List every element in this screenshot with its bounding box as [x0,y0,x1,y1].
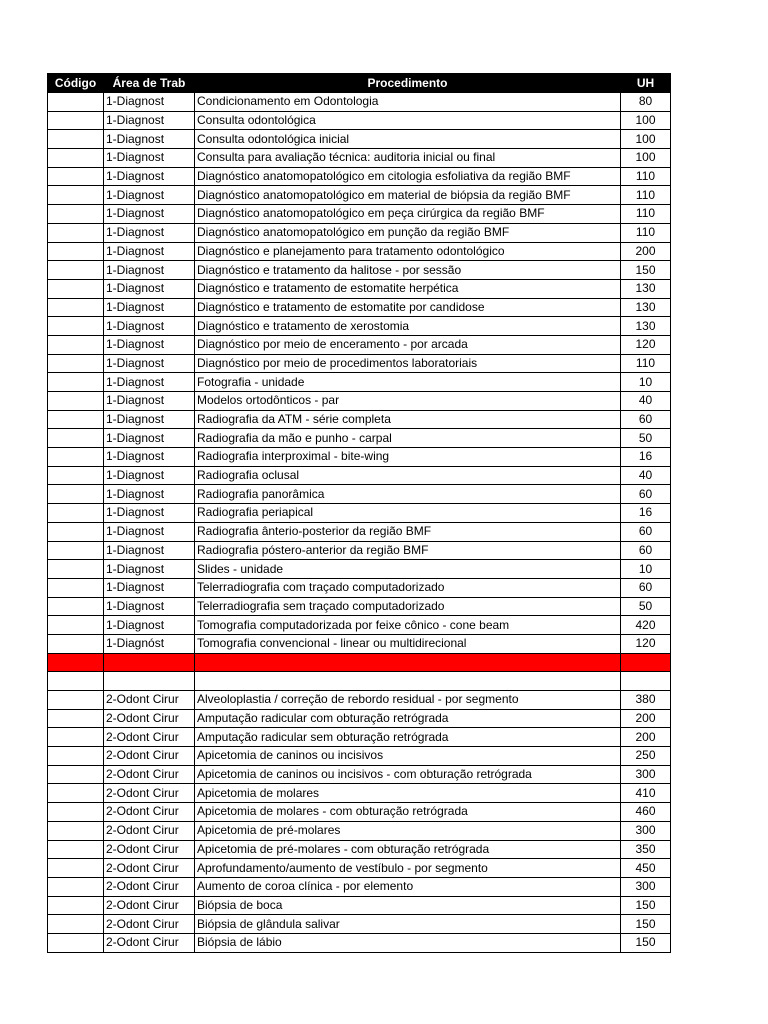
cell-area: 1-Diagnóst [104,634,195,653]
cell-codigo [48,93,104,112]
cell-area: 1-Diagnost [104,410,195,429]
cell-uh: 300 [621,821,671,840]
table-row [48,933,671,952]
table-row [48,896,671,915]
cell-procedimento: Diagnóstico anatomopatológico em punção da região BMF [195,223,621,242]
cell-area: 2-Odont Cirur [104,933,195,952]
cell-procedimento [195,653,621,672]
cell-uh: 110 [621,167,671,186]
cell-uh: 150 [621,896,671,915]
cell-codigo [48,765,104,784]
cell-codigo [48,130,104,149]
cell-procedimento: Radiografia periapical [195,504,621,523]
cell-procedimento: Diagnóstico por meio de enceramento - por arcada [195,335,621,354]
cell-area: 1-Diagnost [104,560,195,579]
cell-area: 1-Diagnost [104,223,195,242]
cell-area: 1-Diagnost [104,392,195,411]
cell-area: 1-Diagnost [104,522,195,541]
cell-uh: 150 [621,933,671,952]
table-row [48,130,671,149]
cell-area: 1-Diagnost [104,541,195,560]
cell-procedimento: Telerradiografia sem traçado computadorizado [195,597,621,616]
cell-area: 1-Diagnost [104,354,195,373]
table-row [48,167,671,186]
table-row [48,410,671,429]
cell-area: 1-Diagnost [104,279,195,298]
cell-area: 1-Diagnost [104,205,195,224]
table-row [48,111,671,130]
cell-codigo [48,821,104,840]
cell-procedimento: Biópsia de boca [195,896,621,915]
cell-codigo [48,840,104,859]
cell-area: 1-Diagnost [104,186,195,205]
cell-uh: 60 [621,410,671,429]
cell-procedimento: Condicionamento em Odontologia [195,93,621,112]
cell-codigo [48,485,104,504]
table-row [48,709,671,728]
table-row [48,578,671,597]
cell-codigo [48,877,104,896]
table-row [48,466,671,485]
cell-area: 1-Diagnost [104,578,195,597]
cell-codigo [48,335,104,354]
cell-procedimento: Biópsia de glândula salivar [195,915,621,934]
table-row [48,840,671,859]
cell-procedimento: Radiografia panorâmica [195,485,621,504]
cell-codigo [48,747,104,766]
table-row [48,317,671,336]
cell-area: 1-Diagnost [104,504,195,523]
cell-codigo [48,392,104,411]
cell-area: 2-Odont Cirur [104,691,195,710]
cell-area: 1-Diagnost [104,167,195,186]
cell-codigo [48,691,104,710]
cell-procedimento: Diagnóstico anatomopatológico em material de biópsia da região BMF [195,186,621,205]
cell-uh: 120 [621,335,671,354]
cell-codigo [48,448,104,467]
cell-area: 2-Odont Cirur [104,803,195,822]
cell-codigo [48,597,104,616]
cell-area [104,653,195,672]
cell-procedimento: Diagnóstico e tratamento da halitose - por sessão [195,261,621,280]
cell-uh: 450 [621,859,671,878]
cell-procedimento: Apicetomia de molares - com obturação retrógrada [195,803,621,822]
cell-uh: 40 [621,392,671,411]
cell-uh: 110 [621,205,671,224]
header-row [48,74,671,93]
cell-uh: 460 [621,803,671,822]
cell-uh: 300 [621,765,671,784]
cell-codigo [48,223,104,242]
cell-codigo [48,709,104,728]
cell-uh: 60 [621,485,671,504]
cell-area: 1-Diagnost [104,485,195,504]
table-row [48,448,671,467]
table-row [48,728,671,747]
table-row [48,541,671,560]
cell-uh: 110 [621,354,671,373]
cell-uh: 130 [621,317,671,336]
cell-uh: 110 [621,186,671,205]
table-row [48,522,671,541]
cell-uh: 16 [621,448,671,467]
table-row [48,205,671,224]
cell-area: 1-Diagnost [104,130,195,149]
cell-codigo [48,261,104,280]
table-row [48,223,671,242]
cell-procedimento: Fotografia - unidade [195,373,621,392]
cell-procedimento: Apicetomia de molares [195,784,621,803]
cell-area: 1-Diagnost [104,298,195,317]
header-procedimento: Procedimento [195,74,621,93]
cell-area: 1-Diagnost [104,261,195,280]
cell-uh: 200 [621,728,671,747]
cell-procedimento: Tomografia convencional - linear ou multidirecional [195,634,621,653]
cell-uh: 60 [621,541,671,560]
cell-codigo [48,466,104,485]
cell-area: 2-Odont Cirur [104,896,195,915]
cell-area: 1-Diagnost [104,335,195,354]
cell-uh: 120 [621,634,671,653]
cell-area: 1-Diagnost [104,429,195,448]
cell-procedimento: Diagnóstico e tratamento de xerostomia [195,317,621,336]
table-row [48,504,671,523]
cell-procedimento: Amputação radicular sem obturação retrógrada [195,728,621,747]
cell-area: 2-Odont Cirur [104,765,195,784]
cell-area: 2-Odont Cirur [104,747,195,766]
table-row [48,616,671,635]
cell-procedimento: Consulta odontológica inicial [195,130,621,149]
header-uh: UH [621,74,671,93]
table-row [48,765,671,784]
cell-area: 1-Diagnost [104,597,195,616]
cell-procedimento: Aumento de coroa clínica - por elemento [195,877,621,896]
table-row [48,186,671,205]
cell-area: 2-Odont Cirur [104,877,195,896]
cell-uh: 60 [621,522,671,541]
cell-procedimento: Apicetomia de pré-molares [195,821,621,840]
cell-procedimento: Consulta para avaliação técnica: auditoria inicial ou final [195,149,621,168]
cell-uh: 100 [621,149,671,168]
cell-procedimento: Diagnóstico anatomopatológico em citologia esfoliativa da região BMF [195,167,621,186]
cell-procedimento: Diagnóstico e planejamento para tratamento odontológico [195,242,621,261]
cell-uh: 200 [621,709,671,728]
cell-area: 1-Diagnost [104,242,195,261]
cell-codigo [48,167,104,186]
cell-codigo [48,354,104,373]
table-row [48,915,671,934]
cell-procedimento: Consulta odontológica [195,111,621,130]
cell-uh: 350 [621,840,671,859]
cell-procedimento: Apicetomia de pré-molares - com obturação retrógrada [195,840,621,859]
cell-uh: 110 [621,223,671,242]
cell-procedimento: Aprofundamento/aumento de vestíbulo - por segmento [195,859,621,878]
cell-uh: 10 [621,373,671,392]
cell-procedimento: Modelos ortodônticos - par [195,392,621,411]
section-separator-row [48,653,671,672]
cell-codigo [48,242,104,261]
cell-codigo [48,896,104,915]
table-row [48,149,671,168]
cell-codigo [48,560,104,579]
cell-uh: 100 [621,130,671,149]
cell-area: 2-Odont Cirur [104,915,195,934]
table-row [48,691,671,710]
cell-procedimento: Apicetomia de caninos ou incisivos - com obturação retrógrada [195,765,621,784]
table-row [48,803,671,822]
cell-area: 1-Diagnost [104,448,195,467]
cell-uh: 16 [621,504,671,523]
cell-procedimento: Radiografia da mão e punho - carpal [195,429,621,448]
table-row [48,261,671,280]
cell-codigo [48,915,104,934]
cell-codigo [48,541,104,560]
cell-codigo [48,429,104,448]
cell-procedimento: Alveoloplastia / correção de rebordo residual - por segmento [195,691,621,710]
cell-codigo [48,784,104,803]
cell-procedimento [195,672,621,691]
table-row [48,877,671,896]
cell-codigo [48,634,104,653]
cell-uh: 130 [621,279,671,298]
table-row [48,784,671,803]
cell-codigo [48,578,104,597]
table-row [48,392,671,411]
cell-codigo [48,653,104,672]
cell-codigo [48,410,104,429]
cell-area: 1-Diagnost [104,616,195,635]
cell-codigo [48,522,104,541]
table-row [48,354,671,373]
cell-procedimento: Slides - unidade [195,560,621,579]
cell-area [104,672,195,691]
table-row [48,429,671,448]
cell-area: 1-Diagnost [104,317,195,336]
cell-uh: 50 [621,429,671,448]
cell-codigo [48,317,104,336]
table-row [48,485,671,504]
cell-procedimento: Diagnóstico por meio de procedimentos laboratoriais [195,354,621,373]
cell-area: 1-Diagnost [104,93,195,112]
cell-codigo [48,149,104,168]
cell-procedimento: Radiografia póstero-anterior da região BMF [195,541,621,560]
cell-procedimento: Telerradiografia com traçado computadorizado [195,578,621,597]
cell-uh: 150 [621,261,671,280]
cell-codigo [48,298,104,317]
cell-uh: 420 [621,616,671,635]
cell-area: 2-Odont Cirur [104,784,195,803]
table-header [48,74,671,93]
cell-codigo [48,672,104,691]
procedure-table [47,73,671,953]
cell-area: 1-Diagnost [104,373,195,392]
table-row [48,373,671,392]
cell-uh: 40 [621,466,671,485]
cell-area: 1-Diagnost [104,466,195,485]
cell-codigo [48,933,104,952]
cell-uh: 150 [621,915,671,934]
cell-uh: 250 [621,747,671,766]
cell-uh: 10 [621,560,671,579]
cell-procedimento: Tomografia computadorizada por feixe cônico - cone beam [195,616,621,635]
table-row [48,279,671,298]
cell-area: 2-Odont Cirur [104,840,195,859]
cell-area: 1-Diagnost [104,149,195,168]
cell-codigo [48,616,104,635]
cell-procedimento: Biópsia de lábio [195,933,621,952]
cell-area: 1-Diagnost [104,111,195,130]
cell-uh [621,672,671,691]
cell-uh: 300 [621,877,671,896]
cell-procedimento: Diagnóstico e tratamento de estomatite por candidose [195,298,621,317]
cell-procedimento: Radiografia da ATM - série completa [195,410,621,429]
table-body [48,93,671,953]
cell-codigo [48,205,104,224]
cell-codigo [48,504,104,523]
cell-procedimento: Radiografia oclusal [195,466,621,485]
cell-procedimento: Apicetomia de caninos ou incisivos [195,747,621,766]
header-area: Área de Trab [104,74,195,93]
cell-codigo [48,279,104,298]
cell-procedimento: Radiografia interproximal - bite-wing [195,448,621,467]
cell-procedimento: Amputação radicular com obturação retrógrada [195,709,621,728]
cell-codigo [48,859,104,878]
cell-codigo [48,373,104,392]
table-row [48,560,671,579]
cell-uh: 130 [621,298,671,317]
cell-procedimento: Diagnóstico anatomopatológico em peça cirúrgica da região BMF [195,205,621,224]
table-row [48,242,671,261]
cell-uh: 50 [621,597,671,616]
cell-area: 2-Odont Cirur [104,821,195,840]
table-row [48,93,671,112]
table-row [48,597,671,616]
table-row [48,335,671,354]
cell-uh: 100 [621,111,671,130]
cell-area: 2-Odont Cirur [104,709,195,728]
cell-uh: 60 [621,578,671,597]
cell-procedimento: Diagnóstico e tratamento de estomatite herpética [195,279,621,298]
cell-uh: 200 [621,242,671,261]
cell-codigo [48,803,104,822]
cell-area: 2-Odont Cirur [104,728,195,747]
cell-codigo [48,111,104,130]
cell-uh [621,653,671,672]
cell-uh: 410 [621,784,671,803]
table-row [48,672,671,691]
table-row [48,298,671,317]
table-row [48,821,671,840]
cell-area: 2-Odont Cirur [104,859,195,878]
table-row [48,859,671,878]
table-row [48,747,671,766]
cell-uh: 380 [621,691,671,710]
header-codigo: Código [48,74,104,93]
cell-codigo [48,186,104,205]
cell-procedimento: Radiografia ânterio-posterior da região BMF [195,522,621,541]
cell-uh: 80 [621,93,671,112]
cell-codigo [48,728,104,747]
table-row [48,634,671,653]
